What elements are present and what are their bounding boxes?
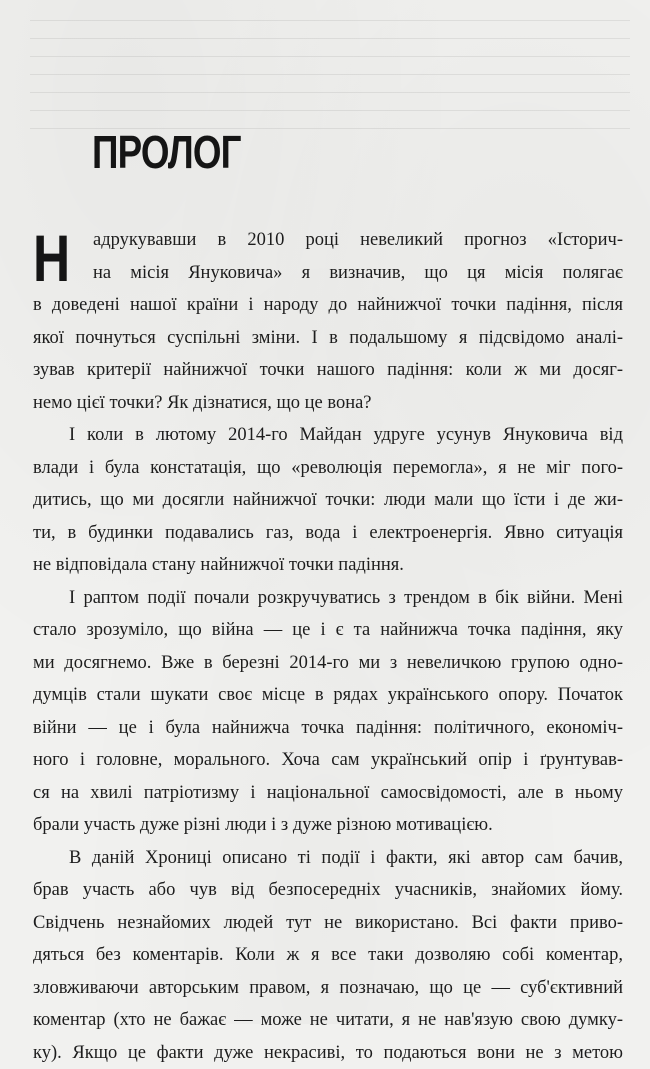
text-line: ти, в будинки подавались газ, вода і електроенергія. Явно ситуація — [33, 517, 623, 550]
text-line: брав участь або чув від безпосередніх учасників, знайомих йому. — [33, 874, 623, 907]
text-line: коментар (хто не бажає — може не читати, я не нав'язую свою думку- — [33, 1004, 623, 1037]
drop-cap-letter: Н — [33, 228, 70, 288]
text-line: І раптом події почали розкручуватись з трендом в бік війни. Мені — [33, 582, 623, 615]
body-text — [33, 224, 623, 1069]
text-line: немо цієї точки? Як дізнатися, що це вона? — [33, 387, 623, 420]
text-line: адрукувавши в 2010 році невеликий прогноз «Історич- — [33, 224, 623, 257]
text-line: дитись, що ми досягли найнижчої точки: люди мали що їсти і де жи- — [33, 484, 623, 517]
text-line: зловживаючи авторським правом, я позначаю, що це — суб'єктивний — [33, 972, 623, 1005]
text-line: влади і була констатація, що «революція перемогла», я не міг пого- — [33, 452, 623, 485]
text-line: ся на хвилі патріотизму і національної самосвідомості, але в ньому — [33, 777, 623, 810]
text-line: стало зрозуміло, що війна — це і є та найнижча точка падіння, яку — [33, 614, 623, 647]
text-line: І коли в лютому 2014-го Майдан удруге усунув Януковича від — [33, 419, 623, 452]
text-line: Свідчень незнайомих людей тут не використано. Всі факти приво- — [33, 907, 623, 940]
reverse-page-bleed-through — [30, 20, 630, 130]
text-line: думців стали шукати своє місце в рядах українського опору. Початок — [33, 679, 623, 712]
text-line: ного і головне, морального. Хоча сам український опір і ґрунтував- — [33, 744, 623, 777]
text-line: якої почнуться суспільні зміни. І в подальшому я підсвідомо аналі- — [33, 322, 623, 355]
text-line: ми досягнемо. Вже в березні 2014-го ми з невеличкою групою одно- — [33, 647, 623, 680]
text-line: в доведені нашої країни і народу до найнижчої точки падіння, після — [33, 289, 623, 322]
text-line: війни — це і була найнижча точка падіння: політичного, економіч- — [33, 712, 623, 745]
text-line: брали участь дуже різні люди і з дуже різною мотивацією. — [33, 809, 623, 842]
text-line: зував критерії найнижчої точки нашого падіння: коли ж ми досяг- — [33, 354, 623, 387]
text-line: В даній Хрониці описано ті події і факти, які автор сам бачив, — [33, 842, 623, 875]
text-line: не відповідала стану найнижчої точки падіння. — [33, 549, 623, 582]
text-line: на місія Януковича» я визначив, що ця місія полягає — [33, 257, 623, 290]
text-line: дяться без коментарів. Коли ж я все таки дозволяю собі коментар, — [33, 939, 623, 972]
chapter-title: ПРОЛОГ — [92, 126, 241, 178]
text-line: ку). Якщо це факти дуже некрасиві, то подаються вони не з метою — [33, 1037, 623, 1069]
